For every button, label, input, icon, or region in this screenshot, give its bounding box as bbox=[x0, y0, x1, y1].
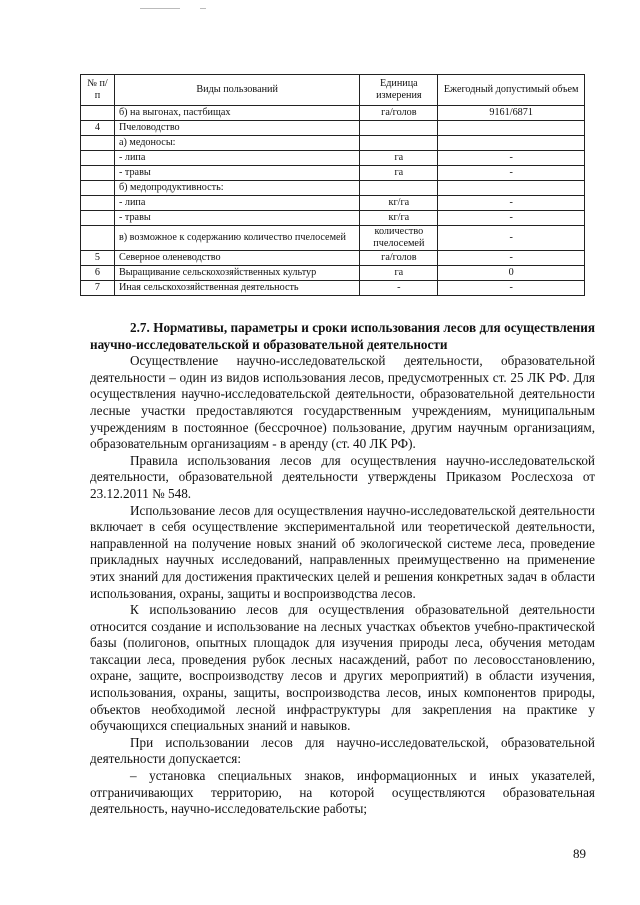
row-num-cell bbox=[81, 196, 115, 211]
row-kind-cell: в) возможное к содержанию количество пчелосемей bbox=[114, 226, 359, 251]
row-volume-cell: - bbox=[438, 166, 585, 181]
row-kind-cell: - травы bbox=[114, 211, 359, 226]
row-unit-cell bbox=[360, 136, 438, 151]
row-volume-cell: - bbox=[438, 151, 585, 166]
row-unit-cell: га bbox=[360, 266, 438, 281]
row-unit-cell: га bbox=[360, 166, 438, 181]
row-unit-cell: - bbox=[360, 281, 438, 296]
row-num-cell bbox=[81, 181, 115, 196]
row-volume-cell: - bbox=[438, 251, 585, 266]
paragraph: При использовании лесов для научно-исследовательской, образовательной деятельности допускается: bbox=[90, 734, 595, 767]
row-num-cell bbox=[81, 136, 115, 151]
row-num-cell bbox=[81, 151, 115, 166]
paragraph: Использование лесов для осуществления научно-исследовательской деятельности включает в себя осуществление экспериментальной или теоретической деятельности, направленной на получение новых знаний об экологической системе леса, проведение прикладных научных исследований, направленных преимущественно на применение этих знаний для достижения практических целей и решения конкретных задач в области использования, охраны, защиты и воспроизводства лесов. bbox=[90, 502, 595, 601]
scan-artifact bbox=[140, 8, 180, 9]
table-row bbox=[81, 121, 585, 136]
table-row bbox=[81, 226, 585, 251]
row-unit-cell: га/голов bbox=[360, 251, 438, 266]
row-unit-cell: кг/га bbox=[360, 211, 438, 226]
header-volume: Ежегодный допустимый объем bbox=[438, 75, 585, 106]
table-row bbox=[81, 281, 585, 296]
row-unit-cell bbox=[360, 121, 438, 136]
table-row bbox=[81, 136, 585, 151]
row-unit-cell: га bbox=[360, 151, 438, 166]
row-volume-cell: - bbox=[438, 226, 585, 251]
table-row bbox=[81, 211, 585, 226]
header-num: № п/п bbox=[81, 75, 115, 106]
row-num-cell: 6 bbox=[81, 266, 115, 281]
scan-artifact bbox=[200, 8, 206, 9]
table-row bbox=[81, 106, 585, 121]
row-kind-cell: б) на выгонах, пастбищах bbox=[114, 106, 359, 121]
page-number: 89 bbox=[573, 846, 586, 861]
paragraph: – установка специальных знаков, информационных и иных указателей, отграничивающих территорию, на которой осуществляются образовательная деятельность, научно-исследовательские работы; bbox=[90, 768, 595, 817]
row-volume-cell: 0 bbox=[438, 266, 585, 281]
row-kind-cell: - травы bbox=[114, 166, 359, 181]
section-heading: 2.7. Нормативы, параметры и сроки использования лесов для осуществления научно-исследовательской и образовательной деятельности bbox=[90, 320, 595, 352]
table-header-row bbox=[81, 75, 585, 106]
row-num-cell bbox=[81, 166, 115, 181]
row-kind-cell: - липа bbox=[114, 196, 359, 211]
paragraph: Осуществление научно-исследовательской деятельности, образовательной деятельности – один из видов использования лесов, предусмотренных ст. 25 ЛК РФ. Для осуществления научно-исследовательской деятельности, образовательной деятельности лесные участки предоставляются государственным учреждениям, муниципальным учреждениям в постоянное (бессрочное) пользование, другим научным организациям, образовательным организациям - в аренду (ст. 40 ЛК РФ). bbox=[90, 353, 595, 452]
row-num-cell: 5 bbox=[81, 251, 115, 266]
row-volume-cell bbox=[438, 136, 585, 151]
table-row bbox=[81, 266, 585, 281]
header-unit: Единица измерения bbox=[360, 75, 438, 106]
row-volume-cell bbox=[438, 121, 585, 136]
row-num-cell: 7 bbox=[81, 281, 115, 296]
row-num-cell bbox=[81, 226, 115, 251]
row-unit-cell: количество пчелосемей bbox=[360, 226, 438, 251]
table-row bbox=[81, 151, 585, 166]
table-body bbox=[81, 106, 585, 296]
row-kind-cell: Пчеловодство bbox=[114, 121, 359, 136]
row-volume-cell: - bbox=[438, 281, 585, 296]
row-kind-cell: Иная сельскохозяйственная деятельность bbox=[114, 281, 359, 296]
row-unit-cell: кг/га bbox=[360, 196, 438, 211]
row-unit-cell bbox=[360, 181, 438, 196]
table-row bbox=[81, 181, 585, 196]
row-kind-cell: а) медоносы: bbox=[114, 136, 359, 151]
table-row bbox=[81, 251, 585, 266]
land-use-table bbox=[80, 74, 585, 296]
row-volume-cell: - bbox=[438, 196, 585, 211]
row-kind-cell: - липа bbox=[114, 151, 359, 166]
row-volume-cell bbox=[438, 181, 585, 196]
row-num-cell bbox=[81, 211, 115, 226]
paragraph: К использованию лесов для осуществления образовательной деятельности относится создание и использование на лесных участках объектов учебно-практической базы (полигонов, опытных площадок для изучения природы леса, обучения методам таксации леса, проведения рубок лесных насаждений, работ по лесовосстановлению, охране, защите, воспроизводству лесов и других мероприятий) в области изучения, использования, охраны, защиты, воспроизводства лесов, иных компонентов природы, объектов необходимой лесной инфраструктуры для закрепления на практике у обучающихся специальных знаний и навыков. bbox=[90, 602, 595, 734]
row-kind-cell: б) медопродуктивность: bbox=[114, 181, 359, 196]
section-text bbox=[90, 320, 595, 818]
row-num-cell bbox=[81, 106, 115, 121]
row-kind-cell: Выращивание сельскохозяйственных культур bbox=[114, 266, 359, 281]
row-volume-cell: - bbox=[438, 211, 585, 226]
row-num-cell: 4 bbox=[81, 121, 115, 136]
row-kind-cell: Северное оленеводство bbox=[114, 251, 359, 266]
row-unit-cell: га/голов bbox=[360, 106, 438, 121]
table-row bbox=[81, 166, 585, 181]
paragraph: Правила использования лесов для осуществления научно-исследовательской деятельности, образовательной деятельности утверждены Приказом Рослесхоза от 23.12.2011 № 548. bbox=[90, 452, 595, 501]
row-volume-cell: 9161/6871 bbox=[438, 106, 585, 121]
table-row bbox=[81, 196, 585, 211]
header-kind: Виды пользований bbox=[114, 75, 359, 106]
